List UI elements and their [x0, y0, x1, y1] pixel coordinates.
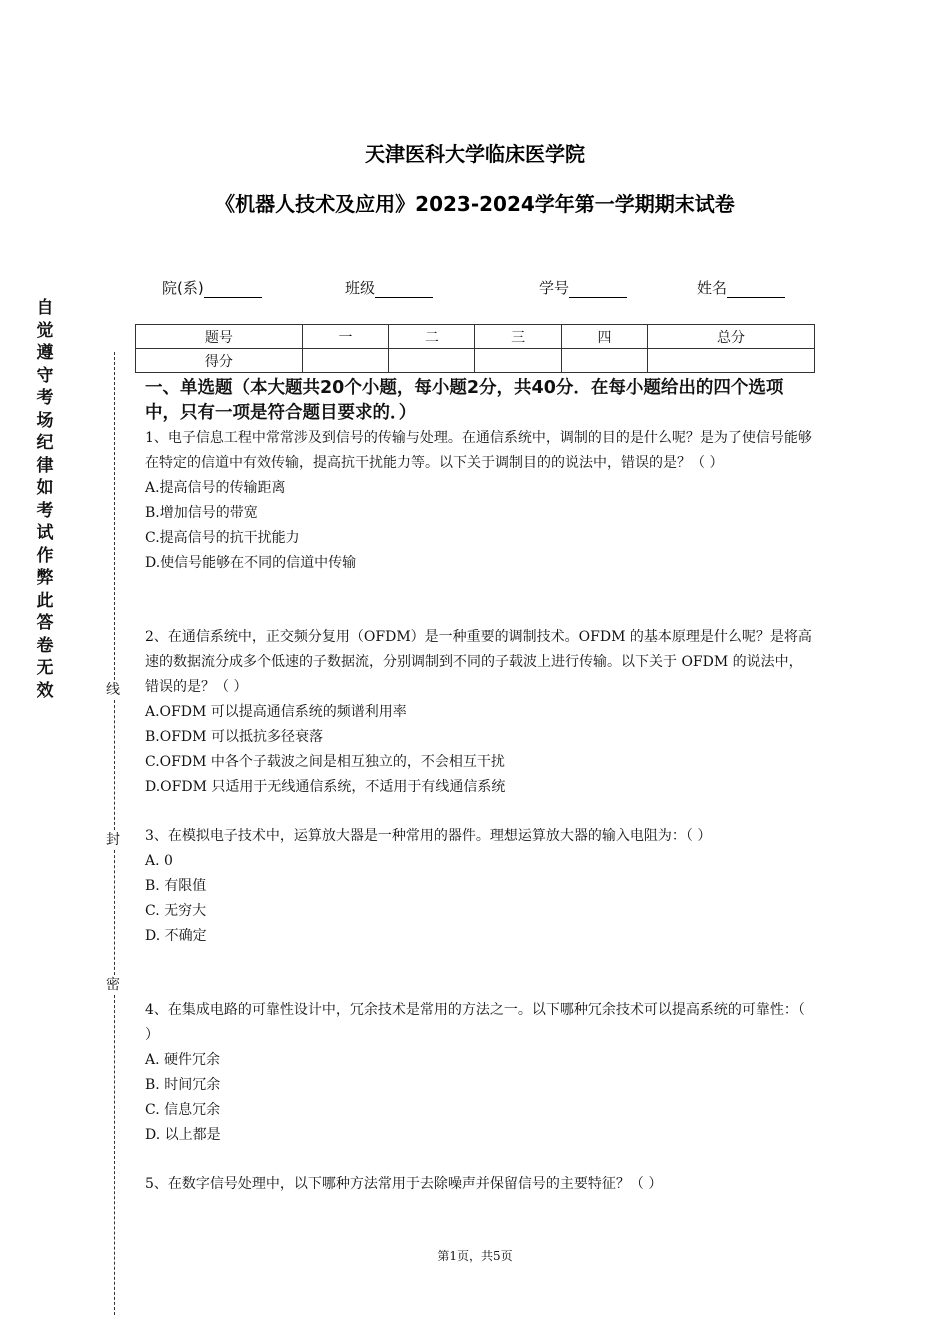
- name-field: [697, 277, 785, 298]
- score-header-cell: 一: [302, 325, 388, 349]
- option-d[interactable]: D. 以上都是: [145, 1127, 221, 1143]
- student-id-field: [539, 277, 627, 298]
- score-cell[interactable]: [389, 349, 475, 373]
- score-header-cell: 总分: [648, 325, 815, 349]
- score-cell[interactable]: [561, 349, 647, 373]
- option-a[interactable]: A.提高信号的传输距离: [145, 480, 286, 496]
- option-a[interactable]: A. 0: [145, 853, 173, 869]
- score-cell[interactable]: [302, 349, 388, 373]
- question-3: [145, 824, 815, 949]
- school-name: 天津医科大学临床医学院: [365, 142, 585, 166]
- seal-line-char: 线: [106, 682, 120, 698]
- seal-dashed-line: [114, 700, 115, 830]
- score-table-score-row: [136, 349, 815, 373]
- question-stem: 5、在数字信号处理中，以下哪种方法常用于去除噪声并保留信号的主要特征？（ ）: [145, 1176, 663, 1192]
- option-b[interactable]: B. 时间冗余: [145, 1077, 221, 1093]
- option-c[interactable]: C.提高信号的抗干扰能力: [145, 530, 300, 546]
- score-row-label: 得分: [136, 349, 303, 373]
- option-d[interactable]: D.使信号能够在不同的信道中传输: [145, 555, 357, 571]
- score-cell[interactable]: [475, 349, 561, 373]
- department-label: 院(系): [162, 279, 204, 297]
- option-b[interactable]: B.增加信号的带宽: [145, 505, 258, 521]
- class-blank[interactable]: [375, 283, 433, 298]
- exam-discipline-notice: 自觉遵守考场纪律如考试作弊此答卷无效: [36, 298, 54, 701]
- seal-seal-char: 封: [106, 832, 120, 848]
- class-label: 班级: [345, 279, 376, 297]
- score-table-header-row: [136, 325, 815, 349]
- name-label: 姓名: [697, 279, 728, 297]
- score-header-cell: 四: [561, 325, 647, 349]
- seal-secret-char: 密: [106, 977, 120, 993]
- option-c[interactable]: C.OFDM 中各个子载波之间是相互独立的，不会相互干扰: [145, 754, 505, 770]
- question-2: [145, 625, 815, 800]
- score-cell[interactable]: [648, 349, 815, 373]
- seal-dashed-line: [114, 352, 115, 680]
- score-header-cell: 二: [389, 325, 475, 349]
- question-stem: 1、电子信息工程中常常涉及到信号的传输与处理。在通信系统中，调制的目的是什么呢？是为了使信号能够在特定的信道中有效传输，提高抗干扰能力等。以下关于调制目的的说法中，错误的是？（ ）: [145, 430, 812, 471]
- score-header-cell: 题号: [136, 325, 303, 349]
- department-blank[interactable]: [204, 283, 262, 298]
- option-b[interactable]: B. 有限值: [145, 878, 207, 894]
- seal-dashed-line: [114, 995, 115, 1315]
- section-one-heading: 一、单选题（本大题共20个小题，每小题2分，共40分．在每小题给出的四个选项中，只有一项是符合题目要求的．）: [145, 378, 784, 423]
- option-d[interactable]: D.OFDM 只适用于无线通信系统，不适用于有线通信系统: [145, 779, 506, 795]
- option-c[interactable]: C. 信息冗余: [145, 1102, 221, 1118]
- question-stem: 4、在集成电路的可靠性设计中，冗余技术是常用的方法之一。以下哪种冗余技术可以提高系统的可靠性：（ ）: [145, 1002, 805, 1043]
- class-field: [345, 277, 433, 298]
- question-1: [145, 426, 815, 576]
- question-stem: 3、在模拟电子技术中，运算放大器是一种常用的器件。理想运算放大器的输入电阻为：（ ）: [145, 828, 712, 844]
- option-b[interactable]: B.OFDM 可以抵抗多径衰落: [145, 729, 323, 745]
- exam-title: 《机器人技术及应用》2023-2024学年第一学期期末试卷: [215, 192, 735, 216]
- student-id-label: 学号: [539, 279, 570, 297]
- option-c[interactable]: C. 无穷大: [145, 903, 207, 919]
- score-table: [135, 324, 815, 373]
- department-field: [162, 277, 262, 298]
- question-5: [145, 1172, 815, 1197]
- seal-dashed-line: [114, 850, 115, 975]
- page-number: 第1页，共5页: [437, 1249, 513, 1263]
- option-d[interactable]: D. 不确定: [145, 928, 207, 944]
- score-header-cell: 三: [475, 325, 561, 349]
- option-a[interactable]: A. 硬件冗余: [145, 1052, 221, 1068]
- question-stem: 2、在通信系统中，正交频分复用（OFDM）是一种重要的调制技术。OFDM 的基本原理是什么呢？是将高速的数据流分成多个低速的子数据流，分别调制到不同的子载波上进行传输。以下关于 OFDM 的说法中，错误的是？（ ）: [145, 629, 812, 695]
- student-id-blank[interactable]: [569, 283, 627, 298]
- question-4: [145, 998, 815, 1148]
- option-a[interactable]: A.OFDM 可以提高通信系统的频谱利用率: [145, 704, 407, 720]
- name-blank[interactable]: [727, 283, 785, 298]
